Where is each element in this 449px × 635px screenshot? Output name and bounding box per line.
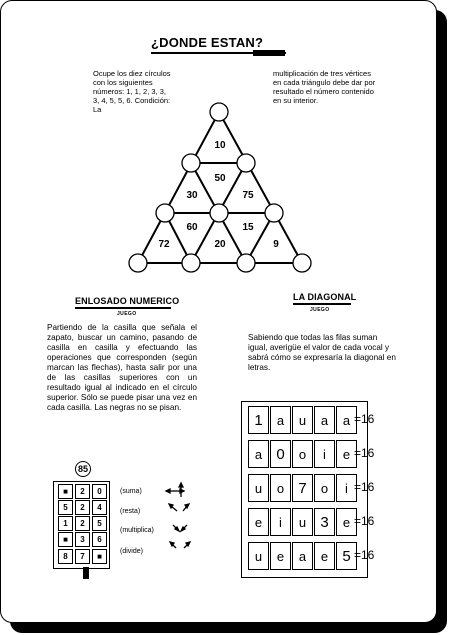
triangle-number: 75 [242, 190, 254, 201]
triangle-number: 15 [242, 222, 254, 233]
vertex-circle[interactable] [237, 154, 255, 172]
diagonal-row-sum: =16 [354, 446, 375, 460]
diagonal-cell[interactable]: e [270, 542, 291, 570]
arrows-legend [161, 481, 201, 561]
grid-cell[interactable]: 4 [92, 500, 107, 515]
diagonal-cell[interactable]: 7 [292, 474, 313, 502]
diagonal-row-sum: =16 [354, 480, 375, 494]
triangle-number: 9 [273, 239, 279, 250]
diagonal-cell[interactable]: i [270, 508, 291, 536]
grid-cell[interactable]: 7 [75, 549, 90, 564]
triangle-number: 72 [158, 239, 170, 250]
diagonal-cell[interactable]: 3 [314, 508, 335, 536]
grid-cell[interactable]: 1 [58, 516, 73, 531]
diagonal-cell[interactable]: a [270, 406, 291, 434]
diagonal-heading: LA DIAGONAL [293, 292, 357, 302]
diagonal-cell[interactable]: i [314, 440, 335, 468]
vertex-circle[interactable] [182, 154, 200, 172]
shoe-icon [83, 567, 89, 579]
diagonal-cell[interactable]: a [314, 406, 335, 434]
enlosado-underline [75, 307, 171, 309]
diagonal-cell[interactable]: i [336, 474, 357, 502]
grid-cell[interactable]: 2 [75, 500, 90, 515]
triangle-instructions-left: Ocupe los diez círculos con los siguientes números: 1, 1, 2, 3, 3, 3, 4, 5, 5, 6. Condición: La [93, 69, 171, 114]
grid-cell[interactable]: 3 [75, 532, 90, 547]
grid-cell[interactable]: ■ [58, 484, 73, 499]
grid-cell[interactable]: 6 [92, 532, 107, 547]
diagonal-cell[interactable]: o [270, 474, 291, 502]
vertex-circle[interactable] [210, 103, 228, 121]
grid-cell[interactable]: 0 [92, 484, 107, 499]
diagonal-cell[interactable]: u [292, 508, 313, 536]
diagonal-cell[interactable]: e [336, 508, 357, 536]
triangle-number: 20 [214, 239, 226, 250]
grid-cell[interactable]: ■ [92, 549, 107, 564]
diagonal-cell[interactable]: o [314, 474, 335, 502]
vertex-circle[interactable] [293, 254, 311, 272]
target-circle: 85 [75, 461, 91, 477]
diagonal-cell[interactable]: u [248, 474, 269, 502]
legend-suma: (suma) [120, 488, 142, 495]
diagonal-cell[interactable]: a [292, 542, 313, 570]
grid-cell[interactable]: 8 [58, 549, 73, 564]
diagonal-cell[interactable]: e [336, 440, 357, 468]
legend-multiplica: (multiplica) [120, 527, 154, 534]
diagonal-row-sum: =16 [354, 548, 375, 562]
diagonal-cell[interactable]: u [292, 406, 313, 434]
vertex-circle[interactable] [182, 254, 200, 272]
enlosado-heading: ENLOSADO NUMERICO [75, 296, 180, 306]
triangle-puzzle [1, 1, 438, 301]
diagonal-cell[interactable]: 1 [248, 406, 269, 434]
vertex-circle[interactable] [237, 254, 255, 272]
diagonal-cell[interactable]: a [336, 406, 357, 434]
vertex-circle[interactable] [156, 204, 174, 222]
page-title: ¿DONDE ESTAN? [151, 35, 264, 50]
diagonal-row-sum: =16 [354, 514, 375, 528]
legend-resta: (resta) [120, 508, 141, 515]
diagonal-cell[interactable]: u [248, 542, 269, 570]
triangle-number: 10 [214, 140, 226, 151]
diagonal-cell[interactable]: e [248, 508, 269, 536]
diagonal-cell[interactable]: 0 [270, 440, 291, 468]
grid-cell[interactable]: 5 [92, 516, 107, 531]
diagonal-cell[interactable]: 5 [336, 542, 357, 570]
triangle-number: 50 [214, 173, 226, 184]
diagonal-cell[interactable]: e [314, 542, 335, 570]
triangle-number: 60 [186, 222, 198, 233]
grid-cell[interactable]: 2 [75, 484, 90, 499]
diagonal-cell[interactable]: a [248, 440, 269, 468]
enlosado-sub: JUEGO [117, 311, 137, 317]
diagonal-cell[interactable]: o [292, 440, 313, 468]
legend-divide: (divide) [120, 548, 143, 555]
vertex-circle[interactable] [129, 254, 147, 272]
grid-cell[interactable]: ■ [58, 532, 73, 547]
diagonal-row-sum: =16 [354, 412, 375, 426]
vertex-circle[interactable] [265, 204, 283, 222]
vertex-circle[interactable] [210, 204, 228, 222]
triangle-number: 30 [186, 190, 198, 201]
enlosado-text: Partiendo de la casilla que señala el zapato, buscar un camino, pasando de casilla en casilla y efectuando las operaciones que corresponden (según marcan las flechas), hasta salir por una de las casillas superiores con un resultado igual al indicado en el círculo superior. Sólo se puede pisar una vez en cada casilla. Las negras no se pisan. [47, 323, 197, 412]
diagonal-underline [293, 303, 351, 305]
triangle-instructions-right: multiplicación de tres vértices en cada triángulo debe dar por resultado el número contenido en su interior. [273, 69, 376, 105]
diagonal-sub: JUEGO [310, 307, 330, 313]
grid-cell[interactable]: 2 [75, 516, 90, 531]
grid-cell[interactable]: 5 [58, 500, 73, 515]
diagonal-text: Sabiendo que todas las filas suman igual, averigüe el valor de cada vocal y sabrá cómo se expresaría la diagonal en letras. [248, 333, 396, 372]
